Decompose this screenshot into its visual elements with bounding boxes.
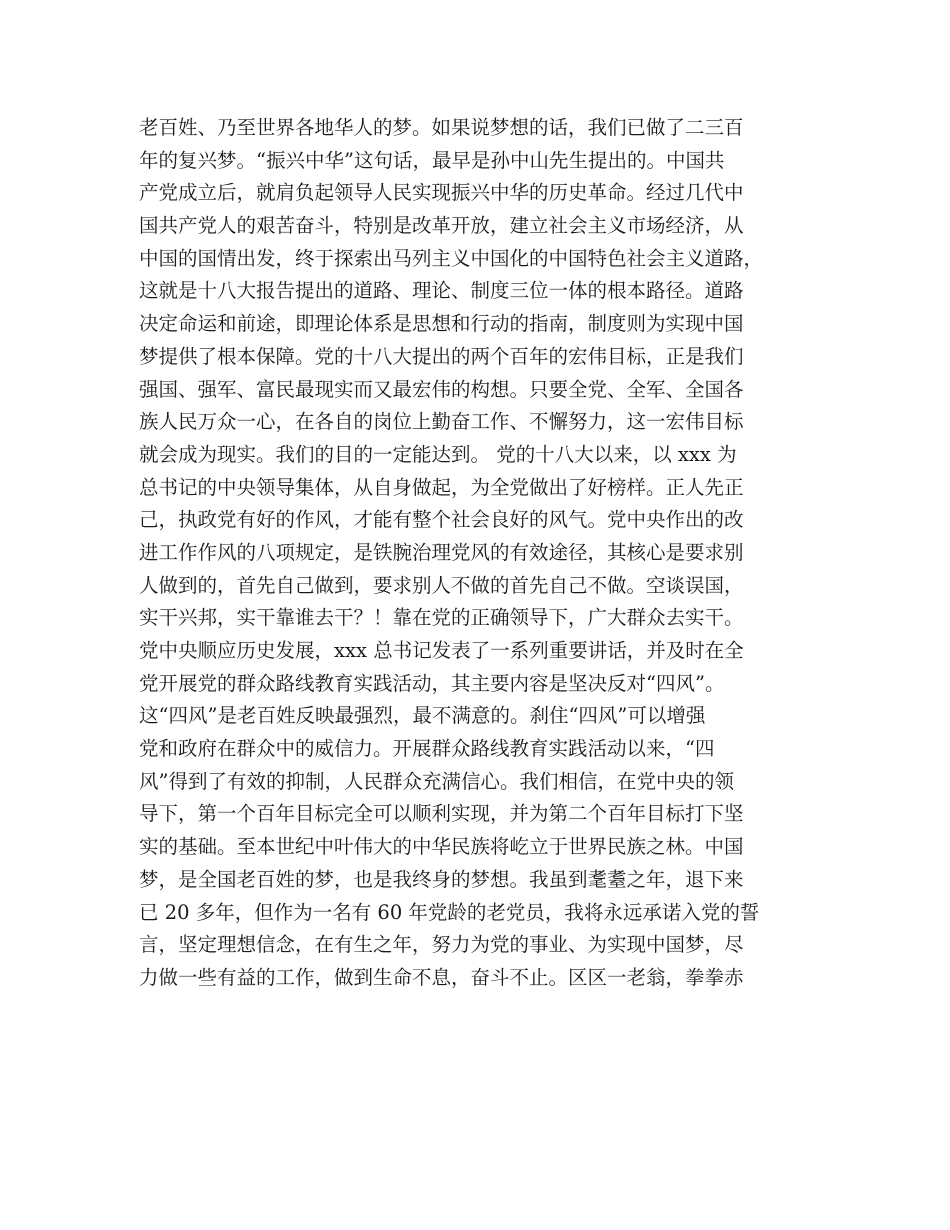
text-line: 这就是十八大报告提出的道路、理论、制度三位一体的根本路径。道路: [139, 279, 744, 303]
text-line: 产党成立后，就肩负起领导人民实现振兴中华的历史革命。经过几代中: [139, 181, 744, 205]
text-line: 梦，是全国老百姓的梦，也是我终身的梦想。我虽到耄耋之年，退下来: [139, 867, 744, 891]
text-line: 党开展党的群众路线教育实践活动，其主要内容是坚决反对“四风”。: [139, 671, 725, 695]
text-line: 总书记的中央领导集体，从自身做起，为全党做出了好榜样。正人先正: [139, 475, 744, 499]
text-line: 力做一些有益的工作，做到生命不息，奋斗不止。区区一老翁，拳拳赤: [139, 965, 744, 989]
text-line: 强国、强军、富民最现实而又最宏伟的构想。只要全党、全军、全国各: [139, 377, 744, 401]
text-line: 就会成为现实。我们的目的一定能达到。 党的十八大以来，以 xxx 为: [139, 442, 737, 466]
text-line: 国共产党人的艰苦奋斗，特别是改革开放，建立社会主义市场经济，从: [139, 214, 744, 238]
text-line: 中国的国情出发，终于探索出马列主义中国化的中国特色社会主义道路，: [139, 246, 764, 270]
text-line: 己，执政党有好的作风，才能有整个社会良好的风气。党中央作出的改: [139, 508, 744, 532]
text-line: 老百姓、乃至世界各地华人的梦。如果说梦想的话，我们已做了二三百: [139, 116, 744, 139]
text-line: 进工作作风的八项规定，是铁腕治理党风的有效途径，其核心是要求别: [139, 540, 744, 564]
text-line: 实的基础。至本世纪中叶伟大的中华民族将屹立于世界民族之林。中国: [139, 835, 744, 859]
text-line: 决定命运和前途，即理论体系是思想和行动的指南，制度则为实现中国: [139, 312, 744, 336]
text-line: 党中央顺应历史发展，xxx 总书记发表了一系列重要讲话，并及时在全: [139, 639, 744, 662]
text-line: 已 20 多年，但作为一名有 60 年党龄的老党员，我将永远承诺入党的誓: [139, 900, 760, 924]
text-line: 族人民万众一心，在各自的岗位上勤奋工作、不懈努力，这一宏伟目标: [139, 410, 744, 434]
body-text: [139, 112, 819, 995]
text-line: 风”得到了有效的抑制，人民群众充满信心。我们相信，在党中央的领: [139, 769, 734, 793]
text-line: 这“四风”是老百姓反映最强烈，最不满意的。刹住“四风”可以增强: [139, 704, 706, 728]
text-line: 年的复兴梦。“振兴中华”这句话，最早是孙中山先生提出的。中国共: [139, 148, 725, 172]
text-line: 人做到的，首先自己做到，要求别人不做的首先自己不做。空谈误国，: [139, 573, 744, 597]
text-line: 言，坚定理想信念，在有生之年，努力为党的事业、为实现中国梦，尽: [139, 933, 744, 957]
text-line: 梦提供了根本保障。党的十八大提出的两个百年的宏伟目标，正是我们: [139, 344, 744, 368]
text-line: 党和政府在群众中的威信力。开展群众路线教育实践活动以来，“四: [139, 737, 715, 761]
text-line: 实干兴邦，实干靠谁去干？！靠在党的正确领导下，广大群众去实干。: [139, 606, 744, 630]
text-line: 导下，第一个百年目标完全可以顺利实现，并为第二个百年目标打下坚: [139, 802, 744, 826]
